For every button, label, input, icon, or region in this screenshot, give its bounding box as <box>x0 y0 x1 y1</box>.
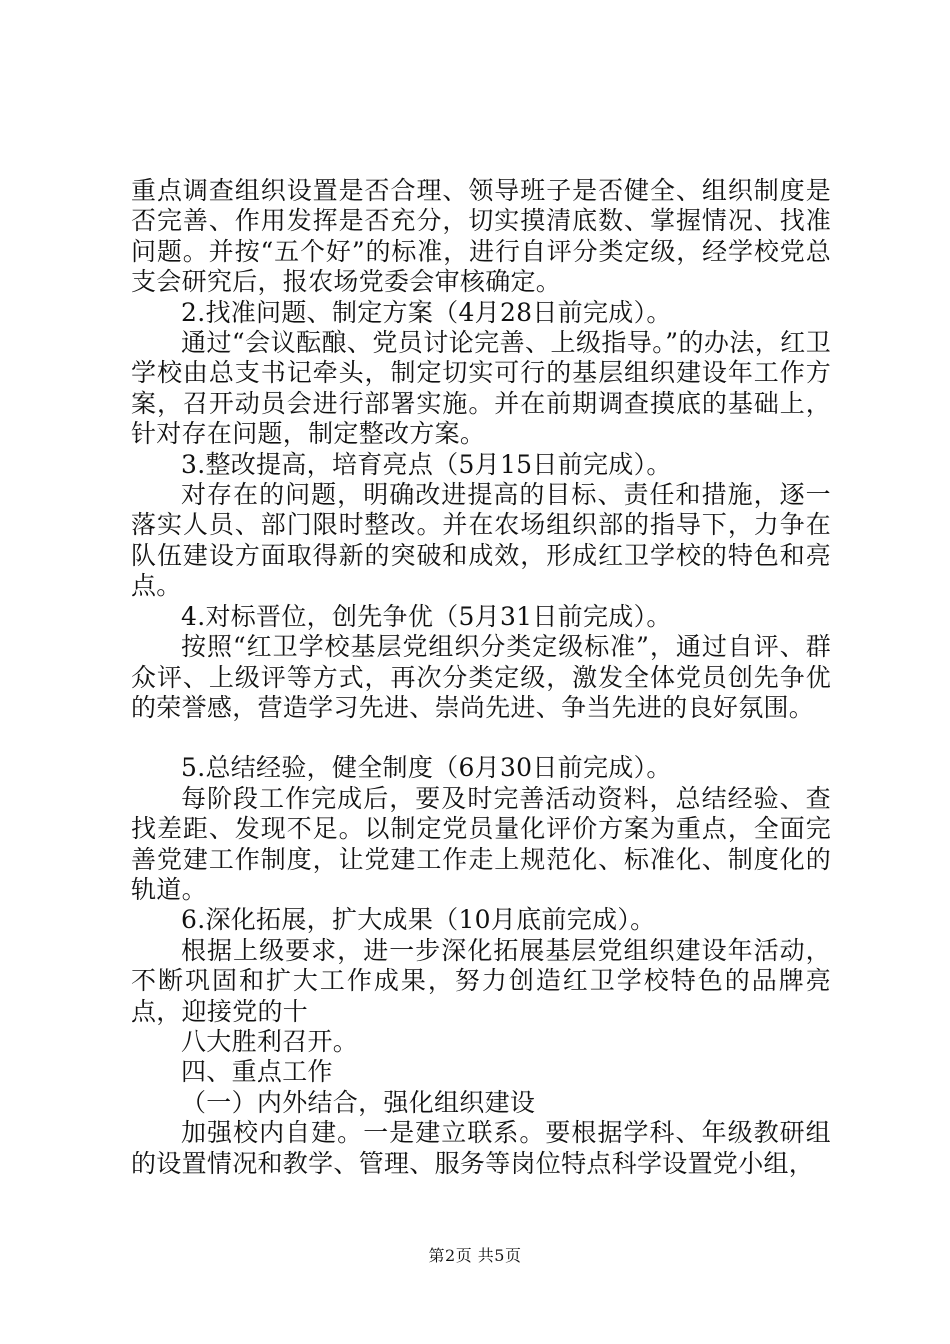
paragraph-step-5: 每阶段工作完成后，要及时完善活动资料，总结经验、查找差距、发现不足。以制定党员量化评价方案为重点，全面完善党建工作制度，让党建工作走上规范化、标准化、制度化的轨道。 <box>131 783 831 904</box>
subsection-heading-organization: （一）内外结合，强化组织建设 <box>181 1087 536 1117</box>
paragraph-step-3: 对存在的问题，明确改进提高的目标、责任和措施，逐一落实人员、部门限时整改。并在农场组织部的指导下，力争在队伍建设方面取得新的突破和成效，形成红卫学校的特色和亮点。 <box>131 480 831 601</box>
section-heading-key-work: 四、重点工作 <box>181 1057 333 1087</box>
heading-step-2: 2.找准问题、制定方案（4月28日前完成）。 <box>181 297 672 327</box>
paragraph-step-6-continued: 八大胜利召开。 <box>181 1026 359 1056</box>
paragraph-internal-building: 加强校内自建。一是建立联系。要根据学科、年级教研组的设置情况和教学、管理、服务等岗位特点科学设置党小组， <box>131 1118 831 1178</box>
paragraph-step-4: 按照“红卫学校基层党组织分类定级标准”，通过自评、群众评、上级评等方式，再次分类定级，激发全体党员创先争优的荣誉感，营造学习先进、崇尚先进、争当先进的良好氛围。 <box>131 632 831 722</box>
heading-step-5: 5.总结经验，健全制度（6月30日前完成）。 <box>181 753 672 783</box>
page-number-footer: 第2页 共5页 <box>428 1246 522 1265</box>
heading-step-3: 3.整改提高，培育亮点（5月15日前完成）。 <box>181 449 672 479</box>
paragraph-investigation: 重点调查组织设置是否合理、领导班子是否健全、组织制度是否完善、作用发挥是否充分，切实摸清底数、掌握情况、找准问题。并按“五个好”的标准，进行自评分类定级，经学校党总支会研究后，报农场党委会审核确定。 <box>131 176 831 297</box>
heading-step-4: 4.对标晋位，创先争优（5月31日前完成）。 <box>181 601 672 631</box>
paragraph-step-6: 根据上级要求，进一步深化拓展基层党组织建设年活动，不断巩固和扩大工作成果，努力创造红卫学校特色的品牌亮点，迎接党的十 <box>131 935 831 1026</box>
heading-step-6: 6.深化拓展，扩大成果（10月底前完成）。 <box>181 905 656 935</box>
document-body <box>131 176 831 1179</box>
paragraph-step-2: 通过“会议酝酿、党员讨论完善、上级指导。”的办法，红卫学校由总支书记牵头，制定切实可行的基层组织建设年工作方案，召开动员会进行部署实施。并在前期调查摸底的基础上，针对存在问题，制定整改方案。 <box>131 328 831 449</box>
